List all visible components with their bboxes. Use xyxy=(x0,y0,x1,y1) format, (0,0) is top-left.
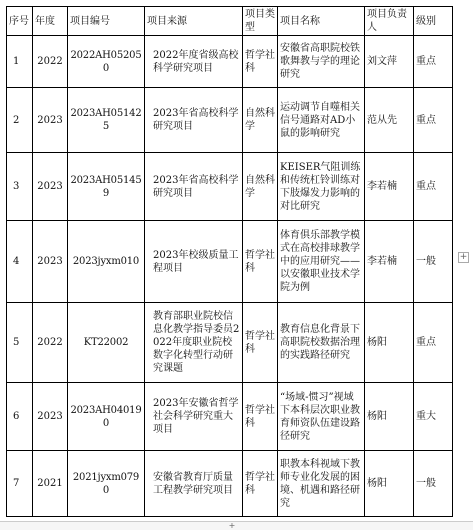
cell-index: 6 xyxy=(7,383,33,451)
header-level: 级别 xyxy=(414,7,453,36)
project-table-wrapper xyxy=(6,6,452,517)
add-row-handle-icon[interactable]: + xyxy=(228,521,236,530)
cell-project-name: 教育信息化背景下高职院校数据治理的实践路径研究 xyxy=(278,303,365,383)
cell-level: 重点 xyxy=(414,88,453,153)
table-row xyxy=(7,221,453,303)
cell-project-type: 自然科学 xyxy=(243,153,278,221)
cell-project-code: 2023AH051459 xyxy=(68,153,145,221)
cell-level: 一般 xyxy=(414,451,453,517)
header-project-name: 项目名称 xyxy=(278,7,365,36)
table-header-row xyxy=(7,7,453,36)
cell-project-name: 职教本科视域下教师专业化发展的困境、机遇和路径研究 xyxy=(278,451,365,517)
cell-project-code: KT22002 xyxy=(68,303,145,383)
cell-project-code: 2023jyxm010 xyxy=(68,221,145,303)
cell-project-name: 运动调节自噬相关信号通路对AD小鼠的影响研究 xyxy=(278,88,365,153)
add-column-handle-icon[interactable]: + xyxy=(459,252,468,262)
cell-project-leader: 杨阳 xyxy=(365,383,414,451)
cell-project-name: 体育俱乐部教学模式在高校排球教学中的应用研究——以安徽职业技术学院为例 xyxy=(278,221,365,303)
project-table xyxy=(6,6,453,517)
cell-project-leader: 李若楠 xyxy=(365,221,414,303)
cell-project-type: 哲学社科 xyxy=(243,451,278,517)
cell-level: 重点 xyxy=(414,36,453,88)
cell-project-code: 2022AH052050 xyxy=(68,36,145,88)
cell-index: 4 xyxy=(7,221,33,303)
cell-project-leader: 范从先 xyxy=(365,88,414,153)
cell-project-code: 2021jyxm0790 xyxy=(68,451,145,517)
cell-year: 2023 xyxy=(33,221,68,303)
cell-index: 5 xyxy=(7,303,33,383)
cell-project-name: “场域-惯习”视域下本科层次职业教育师资队伍建设路径研究 xyxy=(278,383,365,451)
table-row xyxy=(7,451,453,517)
cell-project-leader: 杨阳 xyxy=(365,451,414,517)
cell-project-name: 安徽省高职院校铁歌舞教与学的理论研究 xyxy=(278,36,365,88)
cell-project-source: 2022年度省级高校科学研究项目 xyxy=(145,36,243,88)
cell-project-source: 2023年校级质量工程项目 xyxy=(145,221,243,303)
cell-level: 重点 xyxy=(414,303,453,383)
cell-project-type: 自然科学 xyxy=(243,88,278,153)
cell-year: 2023 xyxy=(33,153,68,221)
table-row xyxy=(7,88,453,153)
cell-year: 2023 xyxy=(33,383,68,451)
cell-project-source: 2023年省高校科学研究项目 xyxy=(145,88,243,153)
cell-year: 2021 xyxy=(33,451,68,517)
cell-project-type: 哲学社科 xyxy=(243,221,278,303)
header-project-code: 项目编号 xyxy=(68,7,145,36)
header-project-source: 项目来源 xyxy=(145,7,243,36)
table-row xyxy=(7,383,453,451)
header-year: 年度 xyxy=(33,7,68,36)
header-index: 序号 xyxy=(7,7,33,36)
cell-year: 2022 xyxy=(33,303,68,383)
cell-project-code: 2023AH051425 xyxy=(68,88,145,153)
table-row xyxy=(7,36,453,88)
cell-year: 2023 xyxy=(33,88,68,153)
table-row xyxy=(7,303,453,383)
cell-project-type: 哲学社科 xyxy=(243,36,278,88)
cell-project-source: 安徽省教育厅质量工程教学研究项目 xyxy=(145,451,243,517)
cell-project-source: 教育部职业院校信息化教学指导委员2022年度职业院校数字化转型行动研究课题 xyxy=(145,303,243,383)
cell-level: 重点 xyxy=(414,153,453,221)
cell-project-code: 2023AH040190 xyxy=(68,383,145,451)
cell-project-leader: 李若楠 xyxy=(365,153,414,221)
cell-index: 2 xyxy=(7,88,33,153)
cell-level: 一般 xyxy=(414,221,453,303)
header-project-type: 项目类型 xyxy=(243,7,278,36)
cell-index: 7 xyxy=(7,451,33,517)
header-project-leader: 项目负责人 xyxy=(365,7,414,36)
table-row xyxy=(7,153,453,221)
cell-project-leader: 杨阳 xyxy=(365,303,414,383)
cell-project-leader: 刘文萍 xyxy=(365,36,414,88)
cell-level: 重大 xyxy=(414,383,453,451)
bottom-scroll-bar xyxy=(0,521,473,530)
cell-project-type: 哲学社科 xyxy=(243,303,278,383)
cell-project-source: 2023年省高校科学研究项目 xyxy=(145,153,243,221)
cell-project-type: 哲学社科 xyxy=(243,383,278,451)
cell-project-name: KEISER气阻训练和传统杠铃训练对下肢爆发力影响的对比研究 xyxy=(278,153,365,221)
cell-index: 3 xyxy=(7,153,33,221)
cell-index: 1 xyxy=(7,36,33,88)
cell-year: 2022 xyxy=(33,36,68,88)
cell-project-source: 2023年安徽省哲学社会科学研究重大项目 xyxy=(145,383,243,451)
